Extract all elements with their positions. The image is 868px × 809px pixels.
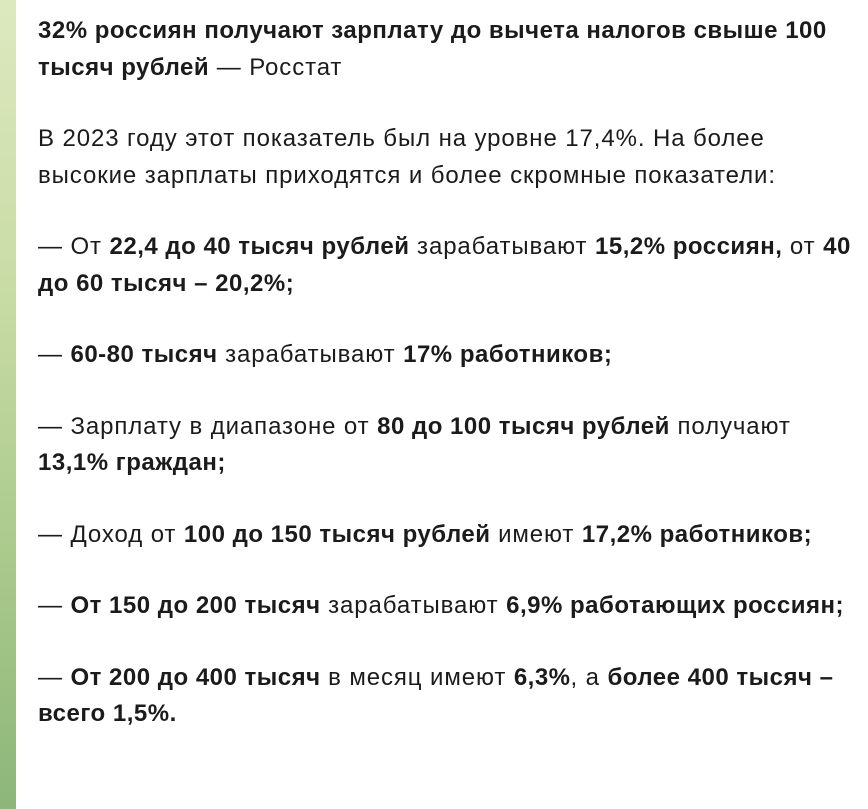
- text-regular: зарабатывают: [217, 341, 404, 368]
- text-bold: 80 до 100 тысяч рублей: [377, 412, 670, 440]
- message-text[interactable]: [38, 13, 856, 733]
- text-regular: зарабатывают: [320, 592, 507, 619]
- message-paragraph-item: [38, 517, 856, 554]
- text-bold: 15,2% россиян,: [595, 233, 783, 260]
- text-regular: — Зарплату в диапазоне от: [38, 412, 378, 440]
- text-regular: — От: [38, 233, 110, 260]
- text-bold: более 400 тысяч – всего 1,5%.: [38, 663, 834, 727]
- text-bold: 17,2% работников;: [581, 520, 813, 548]
- text-regular: в месяц имеют: [320, 663, 514, 691]
- text-bold: 22,4 до 40 тысяч рублей: [109, 233, 410, 260]
- text-regular: получают: [669, 412, 791, 440]
- message-paragraph-item: [38, 588, 856, 625]
- text-bold: 100 до 150 тысяч рублей: [183, 520, 491, 548]
- message-paragraph-item: [38, 409, 856, 482]
- message-paragraph-item: [38, 229, 856, 302]
- message-paragraph-intro: [38, 121, 856, 194]
- message-bubble[interactable]: [16, 0, 868, 809]
- text-bold: 6,3%: [513, 663, 571, 691]
- text-regular: от: [782, 233, 824, 260]
- text-regular: —: [38, 592, 71, 619]
- text-regular: имеют: [490, 520, 582, 548]
- text-regular: зарабатывают: [409, 233, 596, 260]
- text-regular: , а: [570, 663, 608, 691]
- text-bold: 32% россиян получают зарплату до вычета налогов свыше 100 тысяч рублей: [38, 17, 827, 81]
- text-regular: —: [38, 341, 71, 368]
- text-bold: 40 до 60 тысяч – 20,2%;: [38, 233, 851, 297]
- text-regular: — Доход от: [38, 520, 184, 548]
- text-regular: — Росстат: [209, 53, 343, 81]
- chat-background: [0, 0, 16, 809]
- text-bold: От 200 до 400 тысяч: [70, 663, 321, 691]
- text-bold: 17% работников;: [403, 341, 613, 368]
- message-paragraph-headline: [38, 13, 856, 86]
- text-bold: 6,9% работающих россиян;: [506, 592, 844, 619]
- message-paragraph-item: [38, 337, 856, 374]
- text-bold: 13,1% граждан;: [38, 449, 226, 476]
- text-bold: 60-80 тысяч: [70, 341, 218, 368]
- text-regular: —: [38, 663, 71, 691]
- text-regular: В 2023 году этот показатель был на уровне 17,4%. На более высокие зарплаты приходятся и более скромные показатели:: [38, 125, 776, 189]
- text-bold: От 150 до 200 тысяч: [70, 592, 321, 619]
- message-paragraph-item: [38, 660, 856, 733]
